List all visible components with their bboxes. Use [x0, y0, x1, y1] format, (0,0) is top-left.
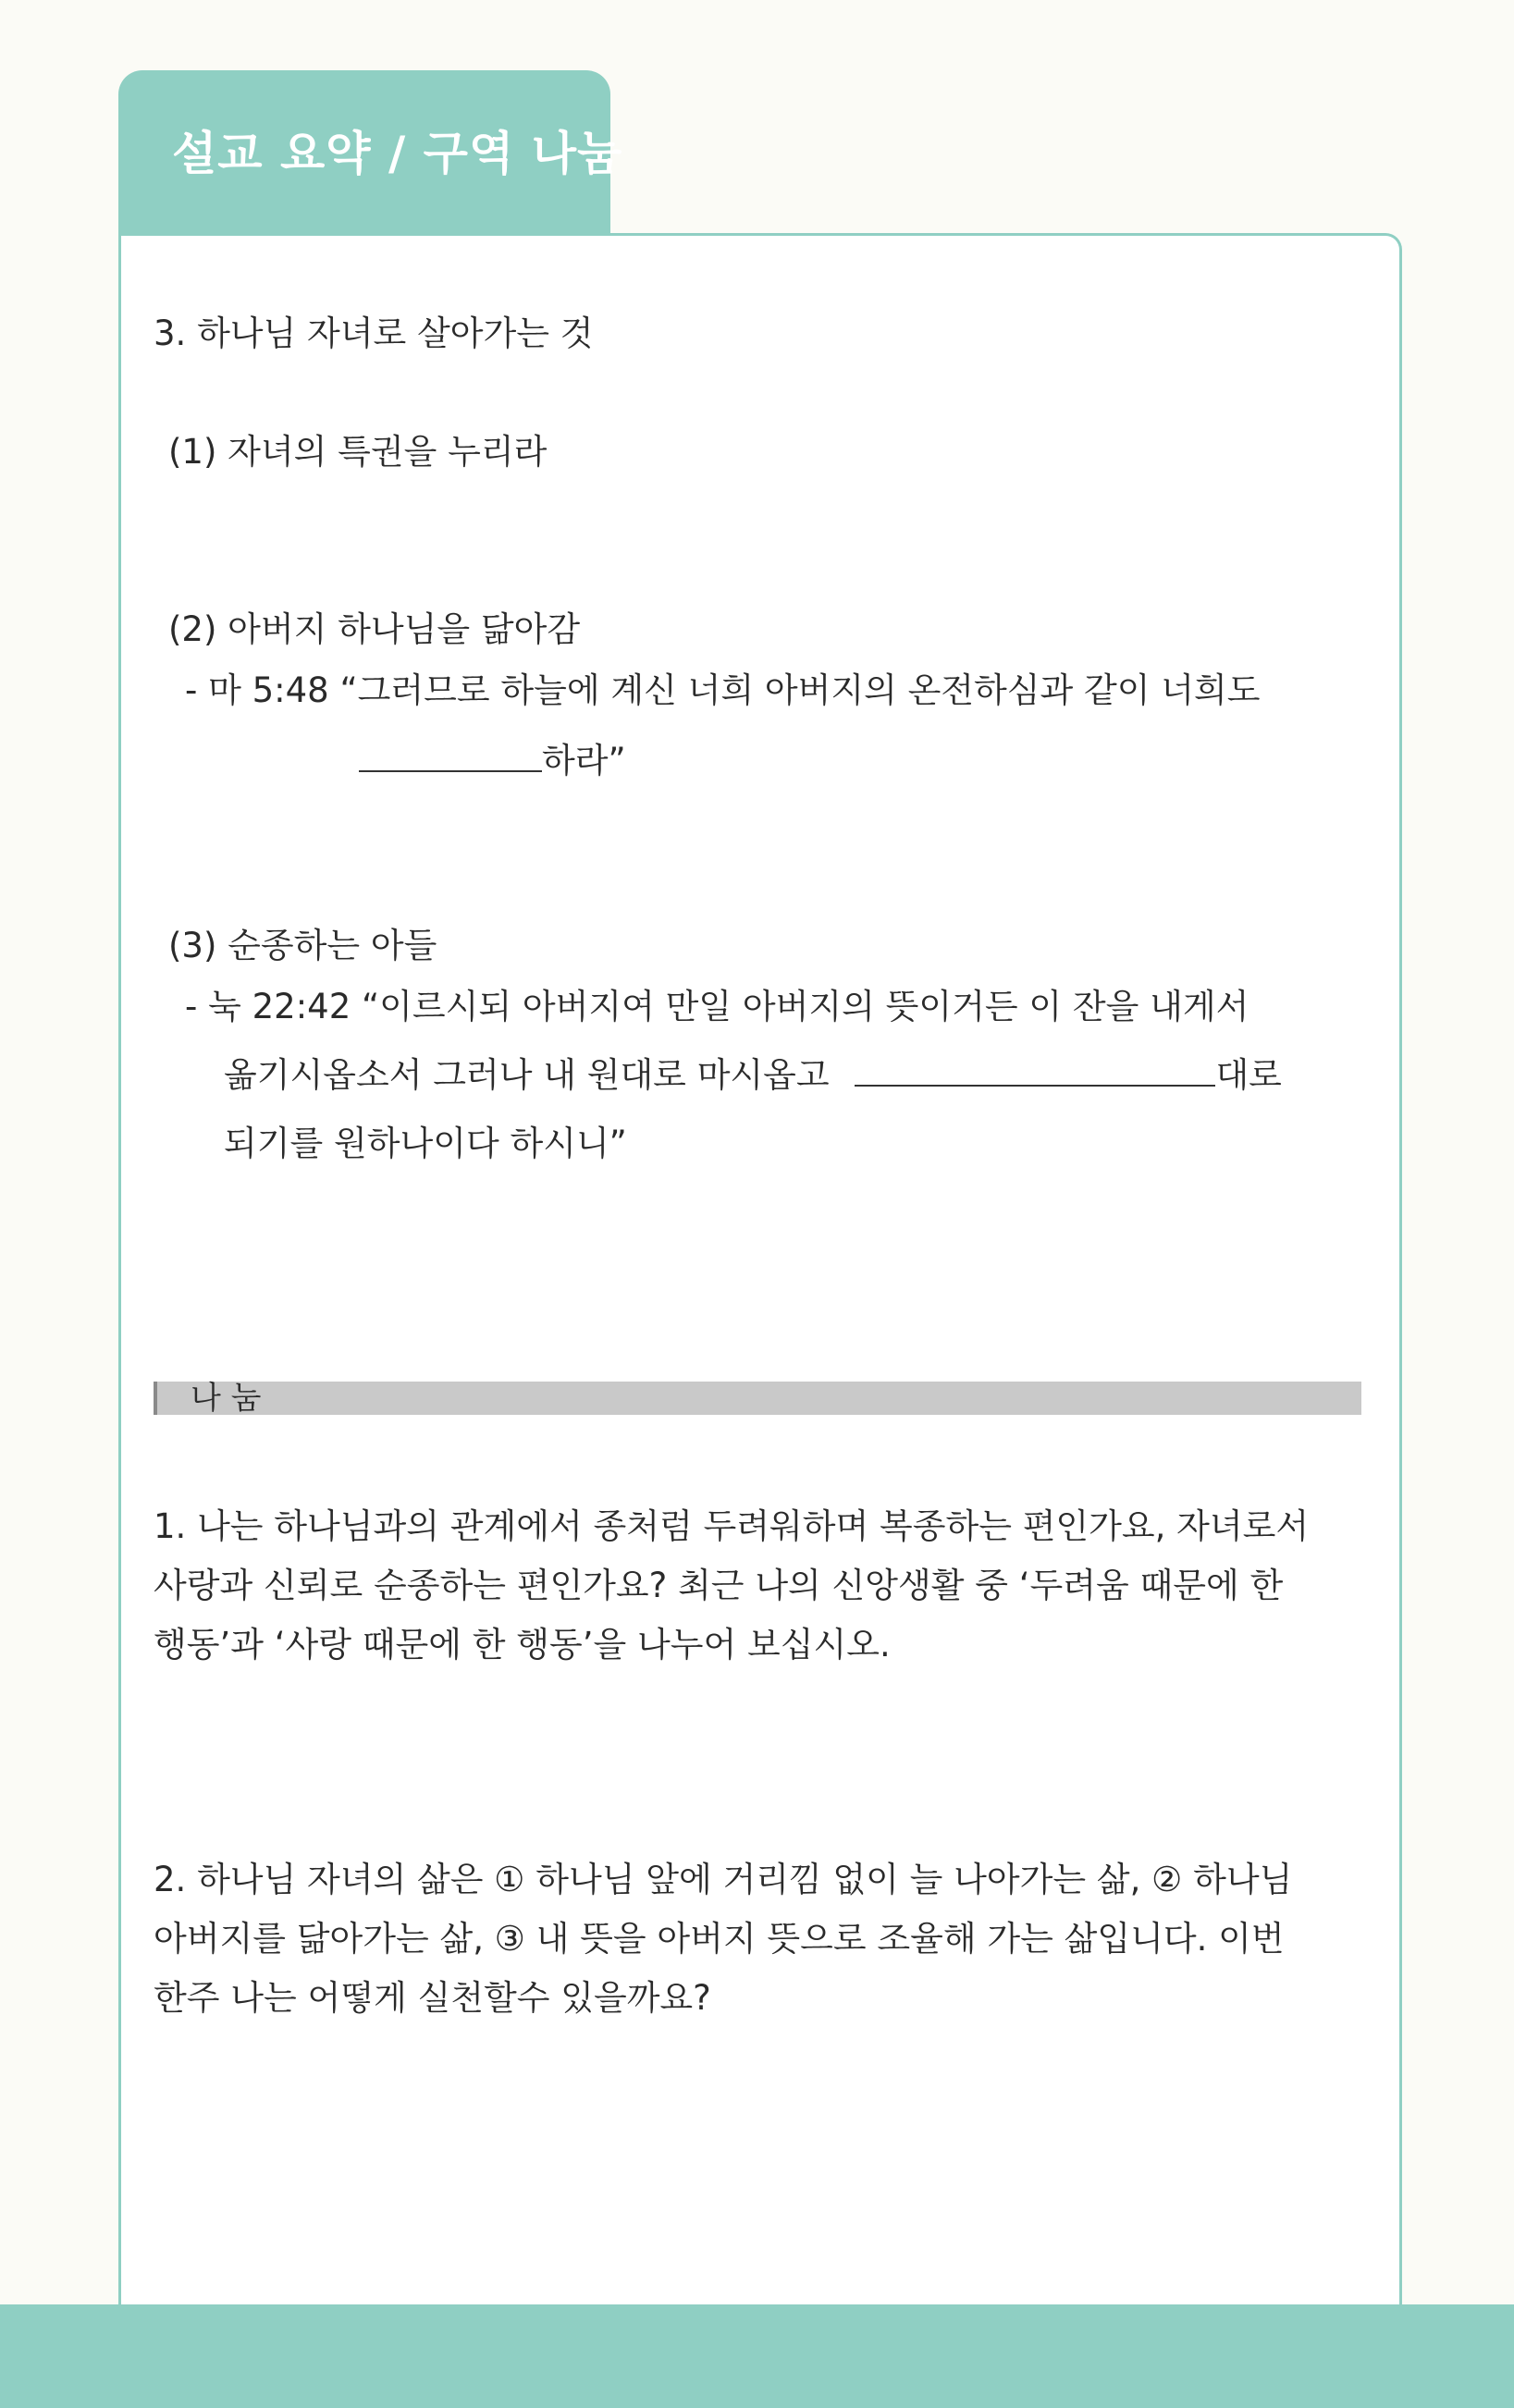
- section-heading: 3. 하나님 자녀로 살아가는 것: [154, 313, 594, 353]
- point2-verse-line2: [359, 743, 626, 778]
- q1-line3: 행동’과 ‘사랑 때문에 한 행동’을 나누어 보십시오.: [154, 1625, 891, 1665]
- point2-verse-line2-end: 하라”: [542, 741, 626, 780]
- q2-line1: 2. 하나님 자녀의 삶은 ① 하나님 앞에 거리낌 없이 늘 나아가는 삶, ② 하나님: [154, 1860, 1293, 1899]
- q1-line2: 사랑과 신뢰로 순종하는 편인가요? 최근 나의 신앙생활 중 ‘두려움 때문에 한: [154, 1566, 1284, 1605]
- point3-verse-line2-end: 대로: [1215, 1055, 1282, 1095]
- point3-verse-line1: - 눅 22:42 “이르시되 아버지여 만일 아버지의 뜻이거든 이 잔을 내게서: [185, 987, 1249, 1026]
- point1-title: (1) 자녀의 특권을 누리라: [168, 432, 548, 472]
- fill-in-blank[interactable]: [359, 769, 542, 772]
- point2-title: (2) 아버지 하나님을 닮아감: [168, 609, 581, 649]
- page-title: 설교 요약 / 구역 나눔: [172, 127, 623, 180]
- point3-title: (3) 순종하는 아들: [168, 926, 437, 965]
- sharing-label: 나 눔: [191, 1380, 262, 1417]
- fill-in-blank[interactable]: [855, 1084, 1215, 1087]
- point2-verse-line1: - 마 5:48 “그러므로 하늘에 계신 너희 아버지의 온전하심과 같이 너희도: [185, 670, 1261, 710]
- header-tab: [118, 70, 623, 237]
- footer-band: [0, 2304, 1514, 2408]
- sharing-section-bar: [154, 1382, 1361, 1415]
- point3-verse-line2: [224, 1055, 1282, 1095]
- q1-line1: 1. 나는 하나님과의 관계에서 종처럼 두려워하며 복종하는 편인가요, 자녀로서: [154, 1506, 1310, 1546]
- point3-verse-line3: 되기를 원하나이다 하시니”: [224, 1124, 627, 1163]
- q2-line3: 한주 나는 어떻게 실천할수 있을까요?: [154, 1978, 711, 2018]
- q2-line2: 아버지를 닮아가는 삶, ③ 내 뜻을 아버지 뜻으로 조율해 가는 삶입니다. 이번: [154, 1919, 1285, 1959]
- point3-verse-line2-start: 옮기시옵소서 그러나 내 원대로 마시옵고: [224, 1055, 830, 1095]
